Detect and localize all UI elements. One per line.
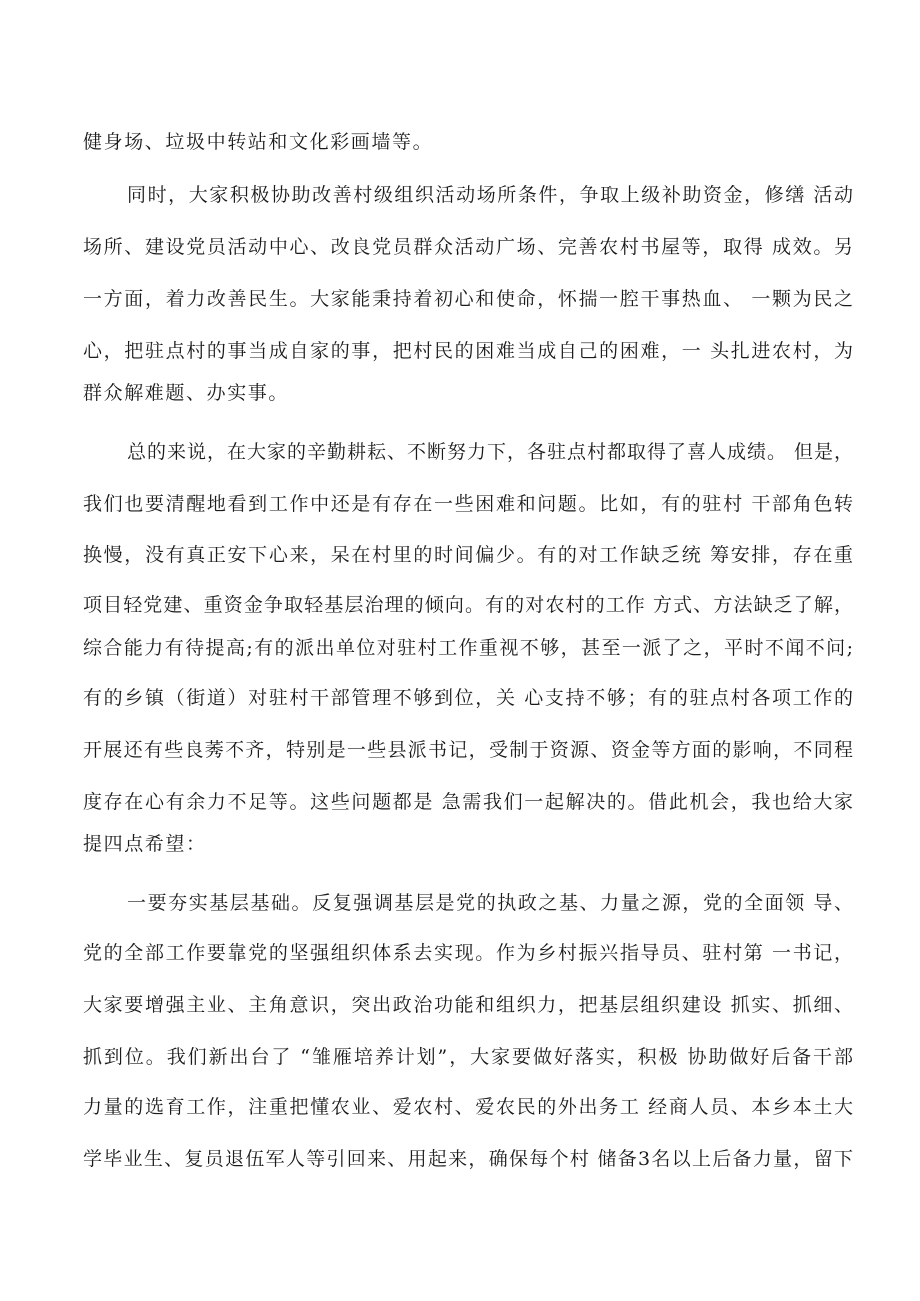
text-line: 健身场、垃圾中转站和文化彩画墙等。	[83, 131, 434, 153]
text-line: 党的全部工作要靠党的坚强组织体系去实现。作为乡村振兴指导员、驻村第 一书记，	[83, 942, 853, 964]
text-line: 我们也要清醒地看到工作中还是有存在一些困难和问题。比如，有的驻村 干部角色转	[83, 493, 853, 515]
text-line: 群众解难题、办实事。	[83, 382, 290, 404]
text-line: 度存在心有余力不足等。这些问题都是 急需我们一起解决的。借此机会，我也给大家	[83, 791, 853, 813]
text-line: 同时，大家积极协助改善村级组织活动场所条件，争取上级补助资金，修缮 活动	[127, 184, 853, 206]
text-line: 一要夯实基层基础。反复强调基层是党的执政之基、力量之源，党的全面领 导、	[127, 892, 853, 914]
text-line: 学毕业生、复员退伍军人等引回来、用起来，确保每个村 储备3名以上后备力量，留下	[83, 1148, 853, 1170]
text-line: 综合能力有待提高;有的派出单位对驻村工作重视不够，甚至一派了之，平时不闻不问;	[83, 637, 853, 659]
text-line: 力量的选育工作，注重把懂农业、爱农村、爱农民的外出务工 经商人员、本乡本土大	[83, 1096, 853, 1118]
text-line: 开展还有些良莠不齐，特别是一些县派书记，受制于资源、资金等方面的影响，不同程	[83, 739, 853, 761]
text-line: 换慢，没有真正安下心来，呆在村里的时间偏少。有的对工作缺乏统 筹安排，存在重	[83, 544, 853, 566]
text-line: 场所、建设党员活动中心、改良党员群众活动广场、完善农村书屋等，取得 成效。另	[83, 236, 853, 258]
text-line: 有的乡镇（街道）对驻村干部管理不够到位，关 心支持不够；有的驻点村各项工作的	[83, 687, 853, 709]
text-line: 提四点希望：	[83, 833, 207, 855]
text-line: 抓到位。我们新出台了 “雏雁培养计划”，大家要做好落实，积极 协助做好后备干部	[83, 1046, 853, 1068]
text-line: 项目轻党建、重资金争取轻基层治理的倾向。有的对农村的工作 方式、方法缺乏了解，	[83, 594, 853, 616]
text-line: 一方面，着力改善民生。大家能秉持着初心和使命，怀揣一腔干事热血、 一颗为民之	[83, 288, 853, 310]
text-line: 大家要增强主业、主角意识，突出政治功能和组织力，把基层组织建设 抓实、抓细、	[83, 994, 853, 1016]
text-line: 心，把驻点村的事当成自家的事，把村民的困难当成自己的困难，一 头扎进农村，为	[83, 340, 853, 362]
text-line: 总的来说，在大家的辛勤耕耘、不断努力下，各驻点村都取得了喜人成绩。 但是，	[127, 441, 853, 463]
